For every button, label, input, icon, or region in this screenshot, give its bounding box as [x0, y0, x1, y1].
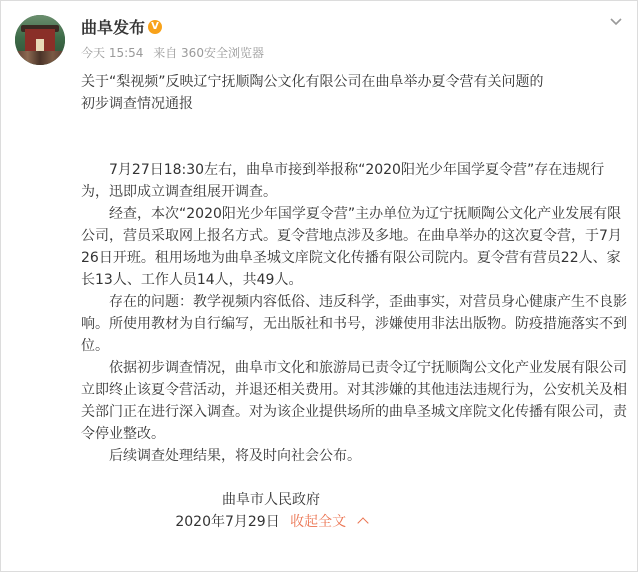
signature: 曲阜市人民政府: [222, 492, 320, 508]
post-headline-line-1: 关于“梨视频”反映辽宁抚顺陶公文化有限公司在曲阜举办夏令营有关问题的: [81, 74, 544, 90]
paragraph-problems: 存在的问题：教学视频内容低俗、违反科学，歪曲事实，对营员身心健康产生不良影响。所使用教材为自行编写，无出版社和书号，涉嫌使用非法出版物。防疫措施落实不到位。: [81, 294, 627, 354]
collapse-label: 收起全文: [290, 514, 347, 530]
paragraph-report: 7月27日18:30左右，曲阜市接到举报称“2020阳光少年国学夏令营”存在违规行为，迅即成立调查组展开调查。: [81, 162, 605, 200]
post-time[interactable]: 今天 15:54: [81, 46, 144, 60]
post-date: 2020年7月29日: [175, 514, 280, 530]
avatar[interactable]: [15, 15, 65, 65]
verified-icon: V: [148, 20, 162, 34]
post-meta: [81, 45, 270, 61]
paragraph-actions: 依据初步调查情况，曲阜市文化和旅游局已责令辽宁抚顺陶公文化产业发展有限公司立即终止该夏令营活动，并退还相关费用。对其涉嫌的其他违法违规行为，公安机关及相关部门正在进行深入调查。对为该企业提供场所的曲阜圣城文庠院文化传播有限公司，责令停业整改。: [81, 360, 627, 442]
paragraph-followup: 后续调查处理结果，将及时向社会公布。: [109, 448, 361, 464]
chevron-down-icon[interactable]: [609, 15, 623, 29]
chevron-up-icon: [357, 517, 368, 528]
post-content: [81, 71, 629, 533]
post-headline-line-2: 初步调查情况通报: [81, 96, 193, 112]
paragraph-findings: 经查，本次“2020阳光少年国学夏令营”主办单位为辽宁抚顺陶公文化产业发展有限公司，营员采取网上报名方式。夏令营地点涉及多地。在曲阜举办的这次夏令营，于7月26日开班。租用场地为曲阜圣城文庠院文化传播有限公司院内。夏令营有营员22人、家长13人、工作人员14人，共49人。: [81, 206, 622, 288]
date-line: [81, 511, 461, 533]
account-name[interactable]: 曲阜发布: [81, 18, 146, 37]
post-source: 来自 360安全浏览器: [153, 46, 264, 60]
collapse-full-text-button[interactable]: [290, 514, 366, 530]
